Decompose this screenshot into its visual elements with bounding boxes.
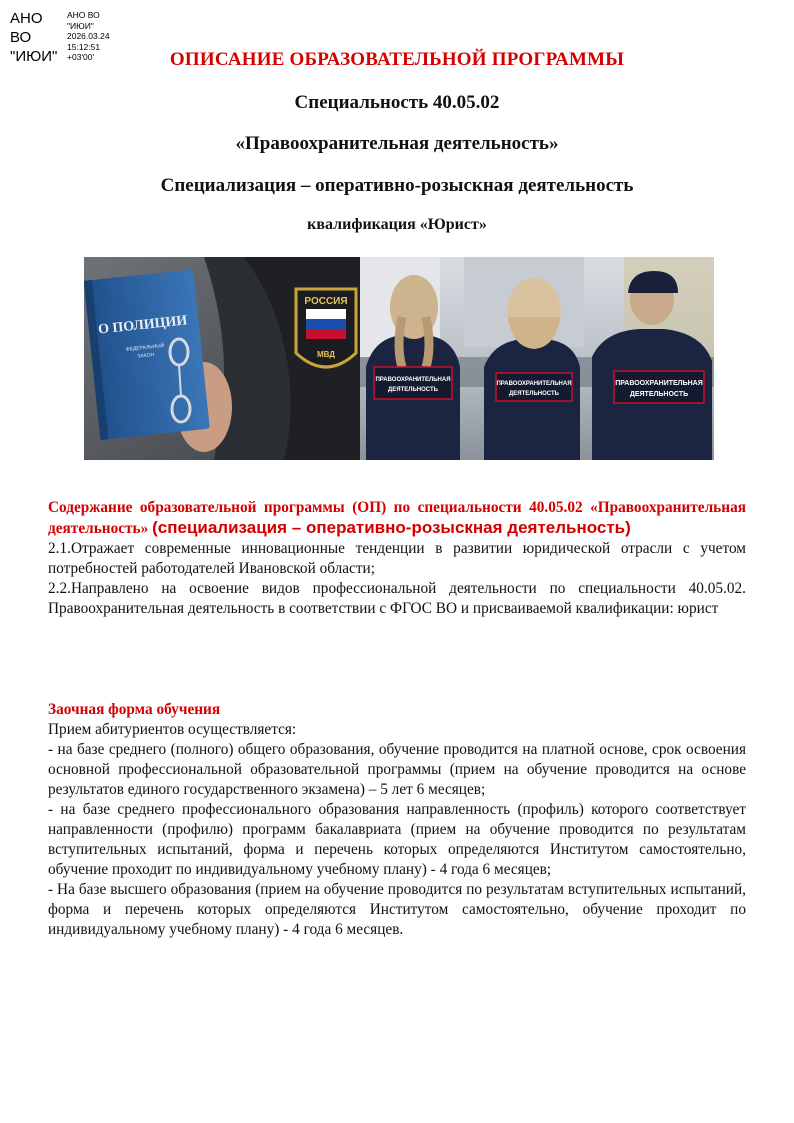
book-subtitle-2: ЗАКОН — [137, 351, 155, 360]
admission-item-secondary: - на базе среднего (полного) общего образования, обучение проводится на платной основе, срок освоения основной профессиональной образовательной программы (прием на обучение проводится на основе результатов единого государственного экзамена) – 5 лет 6 месяцев; — [48, 741, 746, 798]
section-title-specialization: (специализация – оперативно-розыскная деятельность) — [152, 518, 631, 537]
document-title: ОПИСАНИЕ ОБРАЗОВАТЕЛЬНОЙ ПРОГРАММЫ — [169, 49, 625, 70]
jacket-text-1b: ДЕЯТЕЛЬНОСТЬ — [388, 387, 438, 393]
stamp-detail-line: 2026.03.24 — [67, 31, 110, 41]
jacket-text-1a: ПРАВООХРАНИТЕЛЬНАЯ — [375, 377, 451, 383]
jacket-text-3b: ДЕЯТЕЛЬНОСТЬ — [629, 391, 689, 398]
program-content-section — [48, 498, 746, 619]
jacket-text-2b: ДЕЯТЕЛЬНОСТЬ — [509, 391, 559, 397]
book-title: О ПОЛИЦИИ — [97, 313, 188, 338]
stamp-line: АНО — [10, 10, 43, 27]
paragraph-2-2: 2.2.Направлено на освоение видов профессиональной деятельности по специальности 40.05.02. Правоохранительная деятельность в соответствии с ФГОС ВО и присваиваемой квалификации: юрист — [48, 580, 746, 617]
police-law-image — [84, 257, 360, 460]
specialty-code: Специальность 40.05.02 — [294, 92, 500, 113]
admission-item-higher: - На базе высшего образования (прием на обучение проводится по результатам вступительных испытаний, форма и перечень которых определяются Институтом самостоятельно, обучение проходит по индивидуальному учебному плану) - 4 года 6 месяцев. — [48, 881, 746, 938]
stamp-detail-line: АНО ВО — [67, 10, 100, 20]
stamp-detail-line: +03'00' — [67, 52, 95, 62]
section-title-main: Содержание образовательной программы (ОП) по специальности 40.05.02 «Правоохранительная деятельность» — [48, 499, 746, 537]
specialty-name: «Правоохранительная деятельность» — [235, 133, 559, 154]
study-form-title: Заочная форма обучения — [48, 701, 221, 718]
jacket-text-3a: ПРАВООХРАНИТЕЛЬНАЯ — [615, 380, 703, 387]
stamp-detail-line: 15:12:51 — [67, 41, 101, 52]
jacket-text-2a: ПРАВООХРАНИТЕЛЬНАЯ — [496, 381, 572, 387]
stamp-detail-line: "ИЮИ" — [67, 20, 94, 31]
section-title — [48, 498, 746, 539]
admission-item-vocational: - на базе среднего профессионального образования направленность (профиль) которого соответствует направленности (профилю) программ бакалавриата (прием на обучение проводится по результатам вступительных испытаний, форма и перечень которых определяются Институтом самостоятельно, обучение проходит по индивидуальному учебному плану) - 4 года 6 месяцев; — [48, 801, 746, 878]
mvd-patch — [296, 289, 356, 367]
stamp-line: ВО — [10, 29, 32, 46]
paragraph-2-1: 2.1.Отражает современные инновационные тенденции в развитии юридической отрасли с учетом потребностей работодателей Ивановской области; — [48, 540, 746, 577]
header-photo — [84, 257, 714, 460]
stamp-line: "ИЮИ" — [10, 48, 58, 65]
qualification: квалификация «Юрист» — [307, 216, 487, 233]
specialization: Специализация – оперативно-розыскная деятельность — [160, 175, 634, 196]
admission-intro: Прием абитуриентов осуществляется: — [48, 721, 297, 738]
patch-top-text: РОССИЯ — [304, 296, 348, 307]
cadets-image — [360, 257, 714, 460]
patch-bottom-text: МВД — [316, 350, 336, 359]
book-subtitle-1: ФЕДЕРАЛЬНЫЙ — [125, 342, 165, 353]
study-form-section — [48, 700, 746, 940]
